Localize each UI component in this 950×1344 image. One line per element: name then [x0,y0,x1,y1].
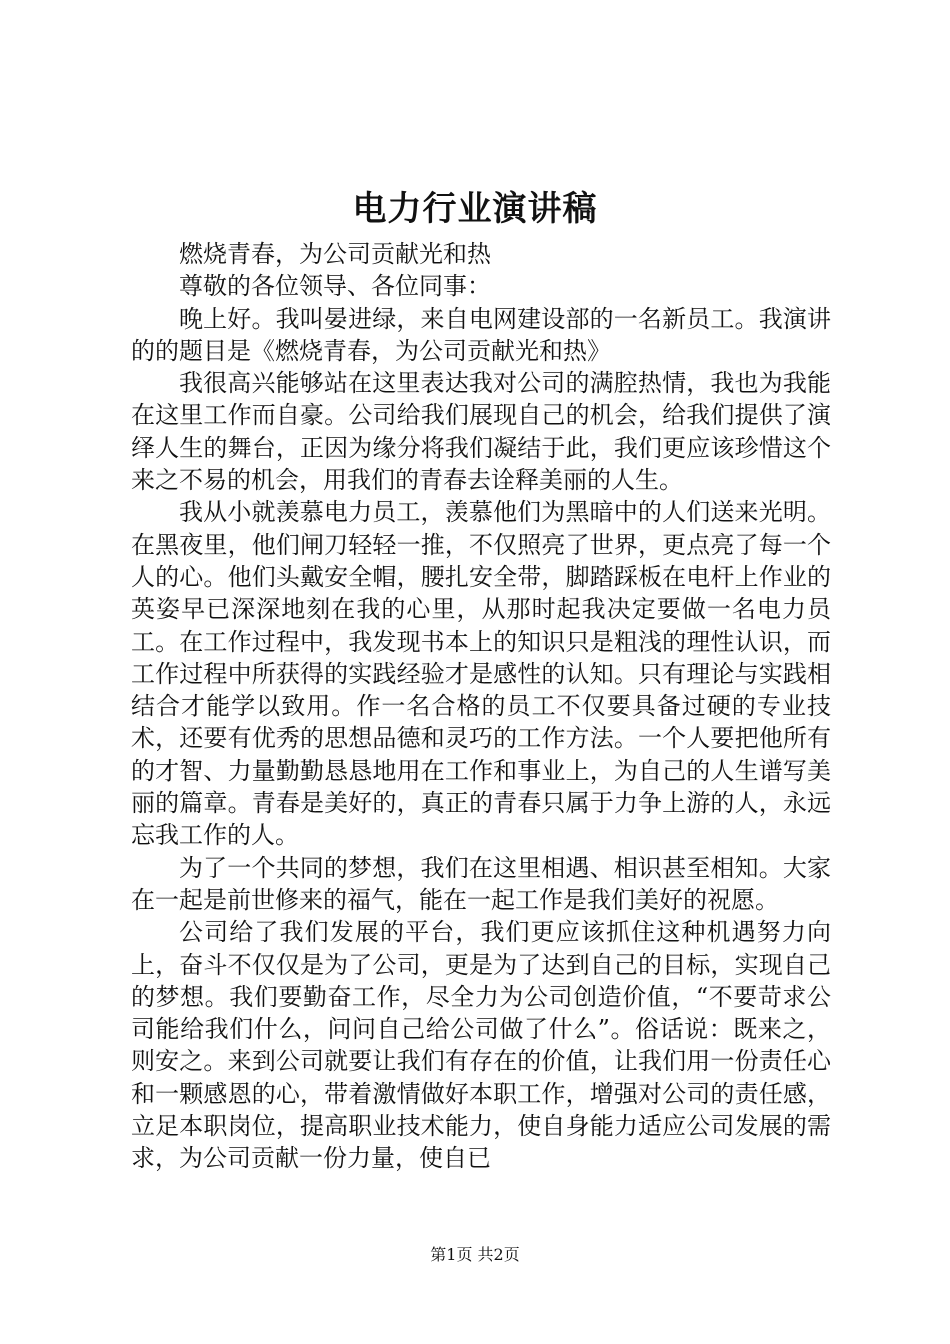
subtitle-paragraph: 燃烧青春，为公司贡献光和热 [179,240,491,268]
body-paragraph: 晚上好。我叫晏进绿，来自电网建设部的一名新员工。我演讲的的题目是《燃烧青春，为公司贡献光和热》 [131,304,831,365]
document-body [131,238,831,1175]
body-paragraph: 为了一个共同的梦想，我们在这里相遇、相识甚至相知。大家在一起是前世修来的福气，能在一起工作是我们美好的祝愿。 [131,853,831,914]
page-footer: 第1页 共2页 [430,1245,520,1264]
salutation-paragraph: 尊敬的各位领导、各位同事： [179,272,491,301]
body-paragraph: 我很高兴能够站在这里表达我对公司的满腔热情，我也为我能在这里工作而自豪。公司给我们展现自己的机会，给我们提供了演绎人生的舞台，正因为缘分将我们凝结于此，我们更应该珍惜这个来之不易的机会，用我们的青春去诠释美丽的人生。 [131,369,831,495]
body-paragraph: 我从小就羡慕电力员工，羡慕他们为黑暗中的人们送来光明。在黑夜里，他们闸刀轻轻一推，不仅照亮了世界，更点亮了每一个人的心。他们头戴安全帽，腰扎安全带，脚踏踩板在电杆上作业的英姿早已深深地刻在我的心里，从那时起我决定要做一名电力员工。在工作过程中，我发现书本上的知识只是粗浅的理性认识，而工作过程中所获得的实践经验才是感性的认知。只有理论与实践相结合才能学以致用。作一名合格的员工不仅要具备过硬的专业技术，还要有优秀的思想品德和灵巧的工作方法。一个人要把他所有的才智、力量勤勤恳恳地用在工作和事业上，为自己的人生谱写美丽的篇章。青春是美好的，真正的青春只属于力争上游的人，永远忘我工作的人。 [131,498,831,850]
document-title: 电力行业演讲稿 [352,189,598,229]
body-paragraph: 公司给了我们发展的平台，我们更应该抓住这种机遇努力向上，奋斗不仅仅是为了公司，更是为了达到自己的目标，实现自己的梦想。我们要勤奋工作，尽全力为公司创造价值，“不要苛求公司能给我们什么，问问自己给公司做了什么”。俗话说：既来之，则安之。来到公司就要让我们有存在的价值，让我们用一份责任心和一颗感恩的心，带着激情做好本职工作，增强对公司的责任感，立足本职岗位，提高职业技术能力，使自身能力适应公司发展的需求，为公司贡献一份力量，使自已 [131,918,831,1173]
